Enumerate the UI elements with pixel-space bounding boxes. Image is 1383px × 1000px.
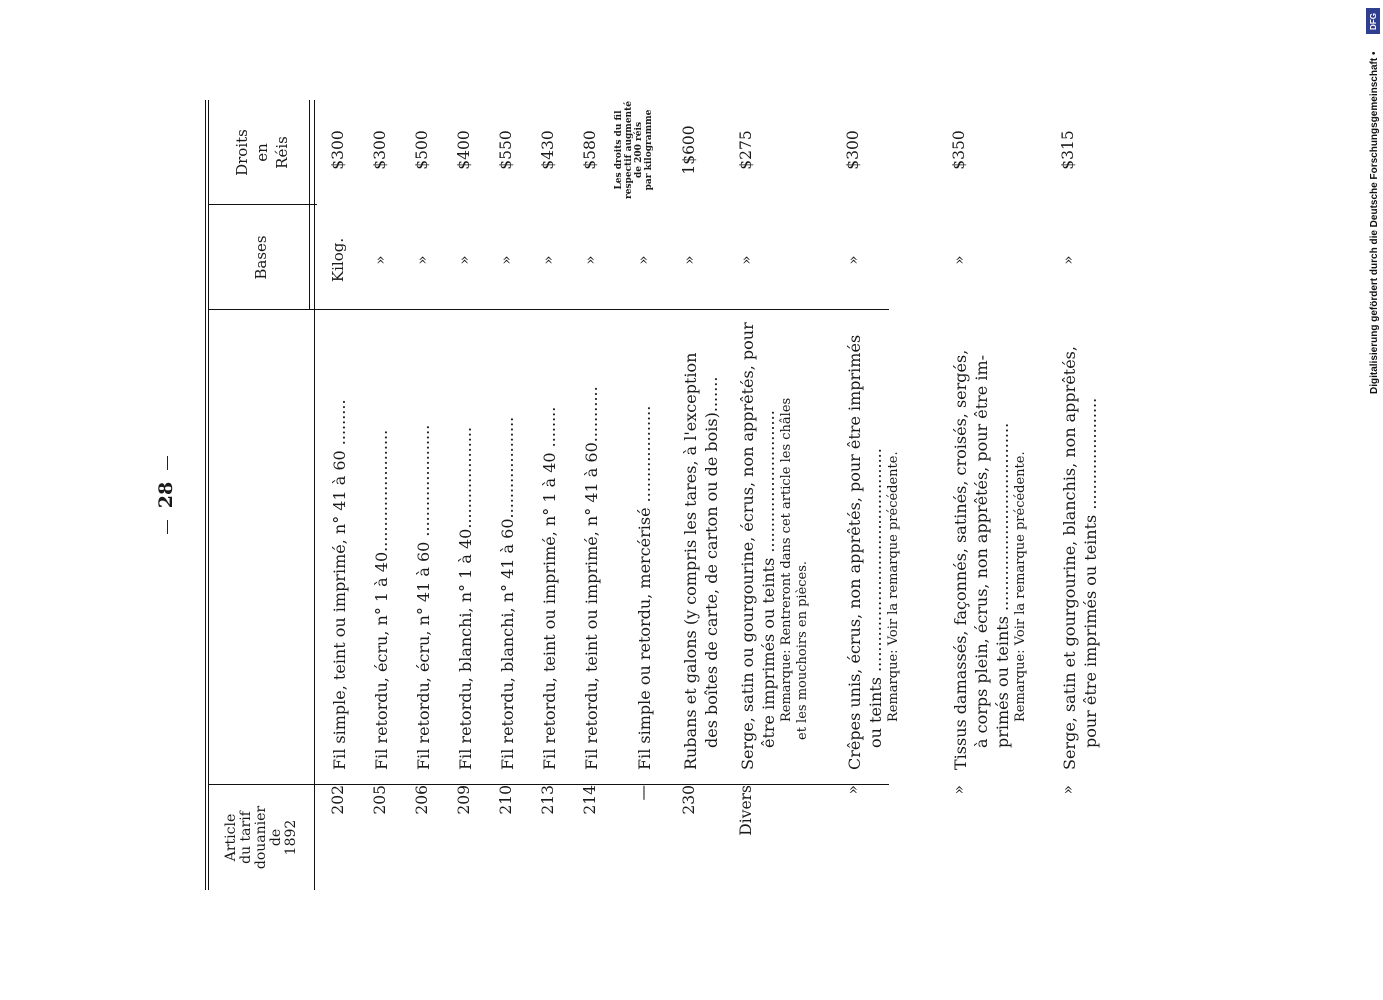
duty-amount: $315 [1059, 130, 1077, 170]
duty-amount: $275 [737, 130, 755, 170]
description-line: Fil retordu, teint ou imprimé, n° 1 à 40 ........ [540, 406, 559, 770]
description [539, 315, 560, 770]
digitization-credit: Digitalisierung gefördert durch die Deutsche Forschungsgemeinschaft • [1369, 51, 1380, 394]
article-number: — [634, 785, 652, 801]
description-line: Fil retordu, écru, n° 1 à 40........................ [372, 429, 391, 770]
description-line: Rubans et galons (y compris les tares, à l'exception [681, 352, 700, 770]
description-line: primés ou teints ..................................... [993, 422, 1012, 748]
page-number: 28 [155, 100, 177, 890]
description-line: Serge, satin ou gourgourine, écrus, non apprêtés, pour [738, 322, 757, 770]
description-line: à corps plein, écrus, non apprêtés, pour être im- [972, 354, 991, 748]
dfg-logo: DFG [1366, 8, 1380, 34]
description-line: Fil retordu, blanchi, n° 1 à 40.................... [456, 426, 475, 770]
description [737, 315, 811, 770]
base-unit: » [680, 255, 698, 265]
header-duties: Droits en Réis [232, 129, 291, 176]
duty-amount: $300 [844, 130, 862, 170]
base-unit: » [1059, 255, 1077, 265]
article-number: 230 [680, 785, 698, 815]
duty-amount: $350 [950, 130, 968, 170]
table-header [209, 100, 315, 890]
description [680, 315, 722, 770]
base-unit: » [455, 255, 473, 265]
remark: Remarque: Rentreront dans cet article les châles [779, 397, 794, 722]
duty-amount: $550 [497, 130, 515, 170]
duty-note: Les droits du fil respectif augmenté de 200 réis par kilogramme [614, 101, 654, 199]
description-line: Crêpes unis, écrus, non apprêtés, pour être imprimés [845, 334, 864, 770]
article-number: 209 [455, 785, 473, 815]
description [634, 315, 655, 770]
description-line: Fil retordu, blanchi, n° 41 à 60.................... [498, 416, 517, 770]
remark: Remarque: Voir la remarque précédente. [1013, 451, 1028, 722]
base-unit: » [497, 255, 515, 265]
base-unit: » [634, 255, 652, 265]
document-page [155, 100, 1115, 890]
article-number: » [1059, 785, 1077, 795]
article-number: 205 [371, 785, 389, 815]
description [371, 315, 392, 770]
base-unit: Kilog. [329, 237, 347, 283]
description [581, 315, 602, 770]
description-line: Serge, satin et gourgourine, blanchis, non apprêtés, [1060, 346, 1079, 770]
duty-amount: 1$600 [680, 125, 698, 175]
description [497, 315, 518, 770]
base-unit: » [737, 255, 755, 265]
column-rule [209, 204, 317, 205]
base-unit: » [413, 255, 431, 265]
duty-amount: $430 [539, 130, 557, 170]
duty-amount: $580 [581, 130, 599, 170]
description-line: Tissus damassés, façonnés, satinés, croisés, sergés, [951, 349, 970, 770]
article-number: » [844, 785, 862, 795]
article-number: » [950, 785, 968, 795]
description [844, 315, 902, 770]
base-unit: » [950, 255, 968, 265]
description-line: Fil simple, teint ou imprimé, n° 41 à 60 ......... [330, 399, 349, 770]
description-line: ou teints ............................................ [866, 448, 885, 748]
description-line: Fil retordu, teint ou imprimé, n° 41 à 60........... [582, 386, 601, 770]
description-line: des boîtes de carte, de carton ou de bois)....... [702, 376, 721, 748]
duty-amount: $300 [371, 130, 389, 170]
article-number: 210 [497, 785, 515, 815]
base-unit: » [844, 255, 862, 265]
remark: et les mouchoirs en pièces. [795, 560, 810, 740]
description-line: Fil simple ou retordu, mercérisé ................... [635, 405, 654, 770]
duty-amount: $300 [329, 130, 347, 170]
description-line: être imprimés ou teints ............................ [759, 410, 778, 748]
article-number: 206 [413, 785, 431, 815]
remark: Remarque: Voir la remarque précédente. [886, 451, 901, 722]
article-number: 214 [581, 785, 599, 815]
article-number: Divers [737, 785, 755, 836]
tariff-table [205, 100, 1109, 890]
description [455, 315, 476, 770]
header-bases: Bases [252, 235, 270, 280]
base-unit: » [581, 255, 599, 265]
description [950, 315, 1029, 770]
description-line: pour être imprimés ou teints ...................... [1081, 397, 1100, 748]
article-number: 213 [539, 785, 557, 815]
description [329, 315, 350, 770]
header-article: Article du tarif douanier de 1892 [223, 805, 299, 870]
description [1059, 315, 1101, 770]
base-unit: » [371, 255, 389, 265]
description-line: Fil retordu, écru, n° 41 à 60 ...................... [414, 424, 433, 770]
description [413, 315, 434, 770]
base-unit: » [539, 255, 557, 265]
duty-amount: $400 [455, 130, 473, 170]
duty-amount: $500 [413, 130, 431, 170]
article-number: 202 [329, 785, 347, 815]
